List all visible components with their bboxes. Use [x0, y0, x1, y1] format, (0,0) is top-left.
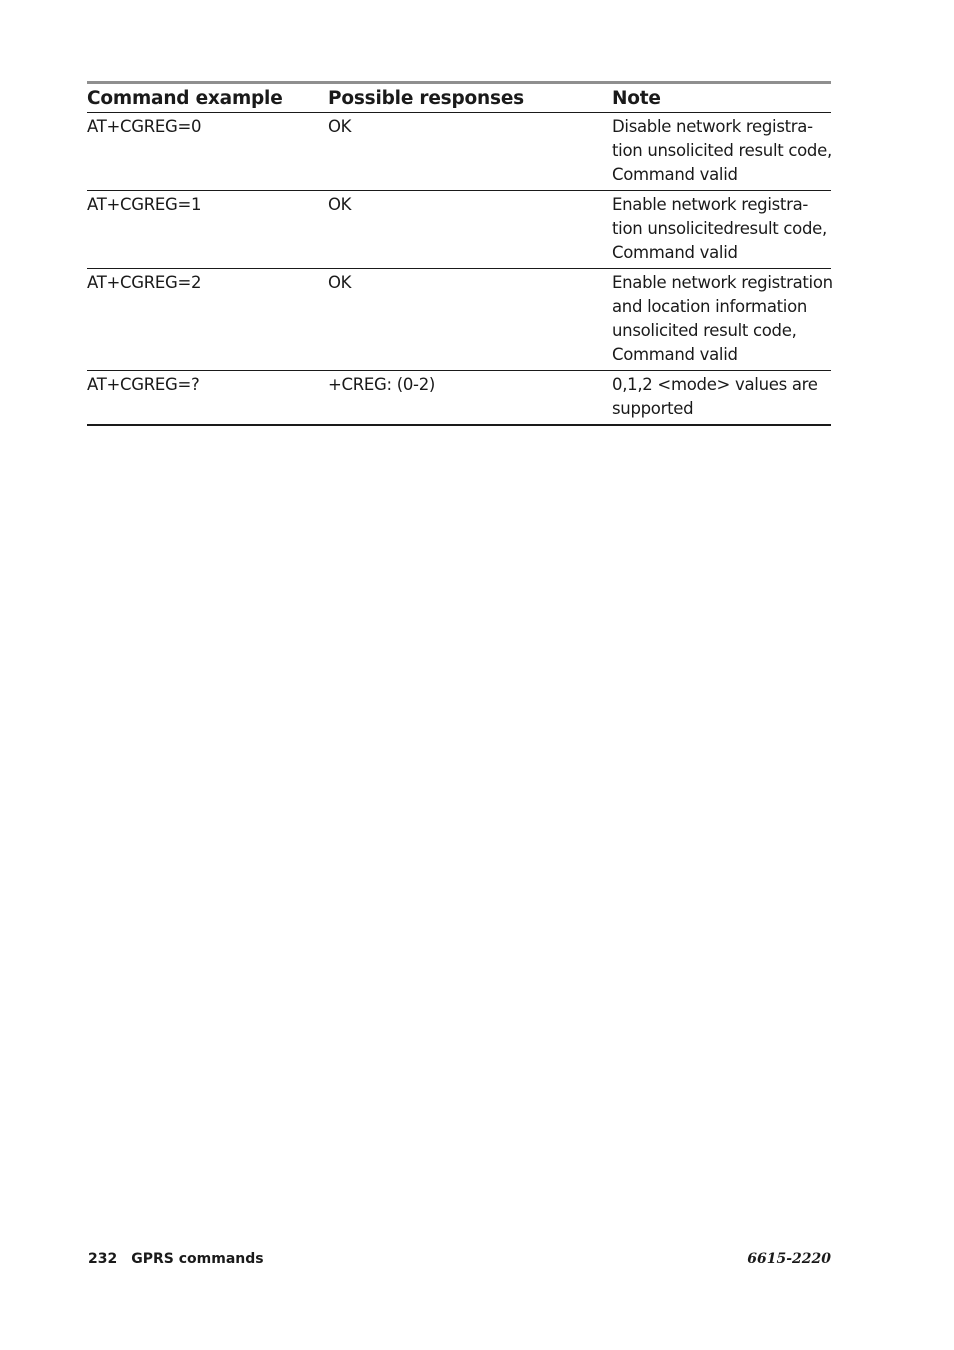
command-cell: AT+CGREG=1 [87, 195, 202, 214]
table-row [87, 269, 831, 371]
note-line: 0,1,2 <mode> values are [612, 375, 818, 394]
table-header [87, 84, 831, 113]
section-title: GPRS commands [131, 1251, 264, 1267]
header-command-example: Command example [87, 87, 283, 109]
command-cell: AT+CGREG=? [87, 375, 200, 394]
table-row [87, 113, 831, 191]
note-line: supported [612, 399, 694, 418]
page-footer [87, 1251, 831, 1271]
header-note: Note [612, 87, 661, 109]
note-line: Command valid [612, 345, 738, 364]
note-line: Command valid [612, 165, 738, 184]
response-cell: +CREG: (0-2) [328, 375, 436, 394]
response-cell: OK [328, 195, 352, 214]
note-line: unsolicited result code, [612, 321, 797, 340]
note-cell [612, 113, 831, 190]
note-line: and location information [612, 297, 808, 316]
note-cell [612, 371, 831, 424]
header-possible-responses: Possible responses [328, 87, 524, 109]
table-row [87, 371, 831, 424]
table-row [87, 191, 831, 269]
footer-left [88, 1251, 264, 1267]
note-line: Command valid [612, 243, 738, 262]
note-line: tion unsolicited result code, [612, 141, 832, 160]
response-cell: OK [328, 273, 352, 292]
page-number: 232 [88, 1251, 118, 1267]
command-table [87, 81, 831, 426]
note-line: Enable network registration [612, 273, 833, 292]
command-cell: AT+CGREG=2 [87, 273, 202, 292]
document-id: 6615-2220 [747, 1251, 831, 1267]
note-line: tion unsolicitedresult code, [612, 219, 827, 238]
note-cell [612, 269, 831, 370]
note-line: Enable network registra- [612, 195, 809, 214]
response-cell: OK [328, 117, 352, 136]
note-cell [612, 191, 831, 268]
note-line: Disable network registra- [612, 117, 813, 136]
command-cell: AT+CGREG=0 [87, 117, 202, 136]
